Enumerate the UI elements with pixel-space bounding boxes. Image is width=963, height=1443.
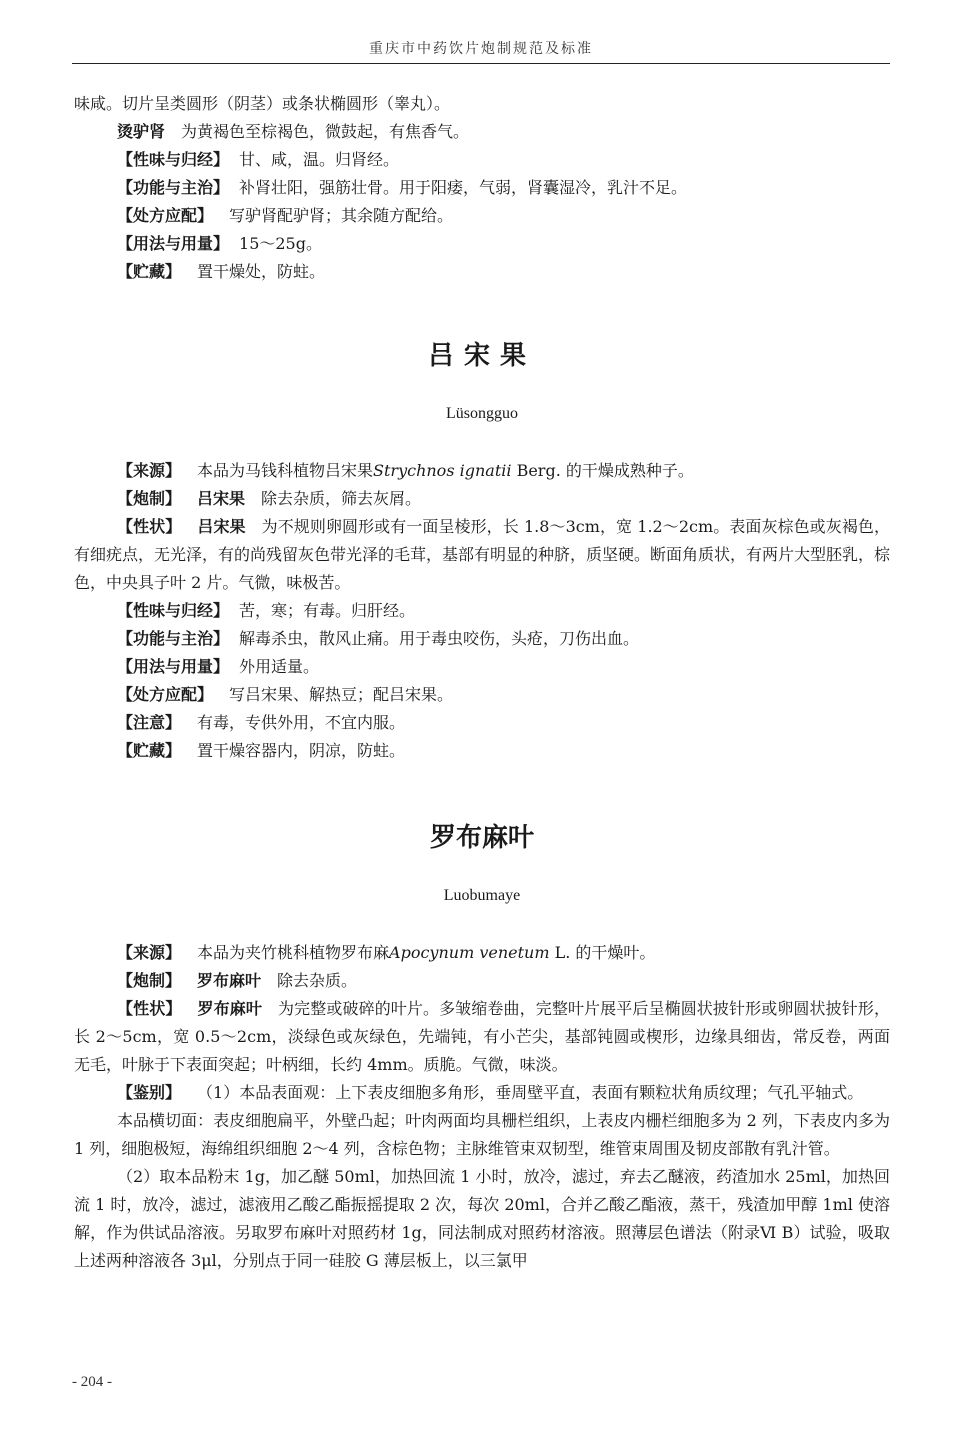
section-label: 【性状】 <box>117 517 182 536</box>
page-body <box>74 90 890 1275</box>
jianbie-paragraph: 本品横切面：表皮细胞扁平，外壁凸起；叶肉两面均具栅栏组织，上表皮内栅栏细胞多为 2 列，下表皮内多为 1 列，细胞极短，海绵组织细胞 2～4 列，含棕色物；主脉维管束双韧型，维管束周围及韧皮部散有乳汁管。 <box>74 1111 890 1158</box>
section-label: 【性味与归经】 <box>117 150 230 169</box>
latin-name: Apocynum venetum <box>389 943 550 962</box>
section-zhucang <box>74 258 890 286</box>
text: 苦，寒；有毒。归肝经。 <box>239 601 416 620</box>
entry-pinyin: Luobumaye <box>443 887 521 904</box>
section-label: 【功能与主治】 <box>117 178 230 197</box>
section-label: 【来源】 <box>117 461 182 480</box>
text: 本品为马钱科植物吕宋果 <box>197 461 374 480</box>
text: 写吕宋果、解热豆；配吕宋果。 <box>229 685 454 704</box>
section-label: 【贮藏】 <box>117 262 182 281</box>
text: 外用适量。 <box>239 657 320 676</box>
section-label: 【处方应配】 <box>117 206 214 225</box>
section-zhuyi <box>74 709 890 737</box>
sub-label: 罗布麻叶 <box>197 971 262 990</box>
section-chufang <box>74 681 890 709</box>
jianbie-paragraph: （2）取本品粉末 1g，加乙醚 50ml，加热回流 1 小时，放冷，滤过，弃去乙醚液，药渣加水 25ml，加热回流 1 时，放冷，滤过，滤液用乙酸乙酯振摇提取 2 次，每次 20ml，合并乙酸乙酯液，蒸干，残渣加甲醇 1ml 使溶解，作为供试品溶液。另取罗布麻叶对照药材 1g，同法制成对照药材溶液。照薄层色谱法（附录Ⅵ B）试验，吸取上述两种溶液各 3μl，分别点于同一硅胶 G 薄层板上，以三氯甲 <box>74 1167 890 1270</box>
section-gongneng <box>74 174 890 202</box>
continued-description: 味咸。切片呈类圆形（阴茎）或条状椭圆形（睾丸）。 <box>74 94 451 113</box>
text: 有毒，专供外用，不宜内服。 <box>197 713 406 732</box>
section-paozhi <box>74 967 890 995</box>
section-label: 【处方应配】 <box>117 685 214 704</box>
section-label: 【用法与用量】 <box>117 234 230 253</box>
text: 补肾壮阳，强筋壮骨。用于阳痿，气弱，肾囊湿冷，乳汁不足。 <box>239 178 688 197</box>
text: 甘、咸，温。归肾经。 <box>239 150 400 169</box>
text: L. 的干燥叶。 <box>554 943 656 962</box>
text: 15～25g。 <box>239 234 322 253</box>
text: 除去杂质。 <box>277 971 358 990</box>
section-label: 【功能与主治】 <box>117 629 230 648</box>
header-rule <box>72 63 890 64</box>
section-yongfa <box>74 230 890 258</box>
sub-label: 烫驴肾 <box>117 122 166 141</box>
text: （1）本品表面观：上下表皮细胞多角形，垂周壁平直，表面有颗粒状角质纹理；气孔平轴式。 <box>197 1083 864 1102</box>
section-zhucang <box>74 737 890 765</box>
section-xingzhuang <box>74 995 890 1079</box>
section-label: 【性状】 <box>117 999 182 1018</box>
section-label: 【炮制】 <box>117 489 182 508</box>
running-header: 重庆市中药饮片炮制规范及标准 <box>369 41 593 57</box>
text: 本品为夹竹桃科植物罗布麻 <box>197 943 390 962</box>
text: 为完整或破碎的叶片。多皱缩卷曲，完整叶片展平后呈椭圆状披针形或卵圆状披针形，长 2～5cm，宽 0.5～2cm，淡绿色或灰绿色，先端钝，有小芒尖，基部钝圆或楔形，边缘具细齿，常反卷，两面无毛，叶脉于下表面突起；叶柄细，长约 4mm。质脆。气微，味淡。 <box>74 999 890 1074</box>
entry-title: 吕宋果 <box>427 341 536 371</box>
section-xingzhuang <box>74 513 890 597</box>
text: 为黄褐色至棕褐色，微鼓起，有焦香气。 <box>181 122 470 141</box>
section-laiyuan <box>74 457 890 485</box>
entry-pinyin: Lüsongguo <box>446 405 518 422</box>
text: 为不规则卵圆形或有一面呈棱形，长 1.8～3cm，宽 1.2～2cm。表面灰棕色或灰褐色，有细疣点，无光泽，有的尚残留灰色带光泽的毛茸，基部有明显的种脐，质坚硬。断面角质状，有两片大型胚乳，棕色，中央具子叶 2 片。气微，味极苦。 <box>74 517 891 592</box>
text: 除去杂质，筛去灰屑。 <box>261 489 422 508</box>
section-label: 【注意】 <box>117 713 182 732</box>
section-label: 【鉴别】 <box>117 1083 182 1102</box>
section-label: 【来源】 <box>117 943 182 962</box>
section-paozhi <box>74 485 890 513</box>
section-gongneng <box>74 625 890 653</box>
sub-label: 吕宋果 <box>197 517 246 536</box>
section-yongfa <box>74 653 890 681</box>
section-label: 【炮制】 <box>117 971 182 990</box>
tang-description <box>74 118 890 146</box>
text: 写驴肾配驴肾；其余随方配给。 <box>229 206 454 225</box>
text: 置干燥处，防蛀。 <box>197 262 326 281</box>
section-laiyuan <box>74 939 890 967</box>
section-label: 【贮藏】 <box>117 741 182 760</box>
section-xingwei <box>74 597 890 625</box>
text: 解毒杀虫，散风止痛。用于毒虫咬伤，头疮，刀伤出血。 <box>239 629 640 648</box>
text: 置干燥容器内，阴凉，防蛀。 <box>197 741 406 760</box>
page-number: - 204 - <box>72 1374 112 1390</box>
entry-title: 罗布麻叶 <box>429 823 534 853</box>
sub-label: 罗布麻叶 <box>197 999 262 1018</box>
latin-name: Strychnos ignatii <box>373 461 512 480</box>
section-jianbie <box>74 1079 890 1107</box>
section-label: 【用法与用量】 <box>117 657 230 676</box>
section-xingwei <box>74 146 890 174</box>
sub-label: 吕宋果 <box>197 489 246 508</box>
section-label: 【性味与归经】 <box>117 601 230 620</box>
section-chufang <box>74 202 890 230</box>
text: Berg. 的干燥成熟种子。 <box>516 461 694 480</box>
